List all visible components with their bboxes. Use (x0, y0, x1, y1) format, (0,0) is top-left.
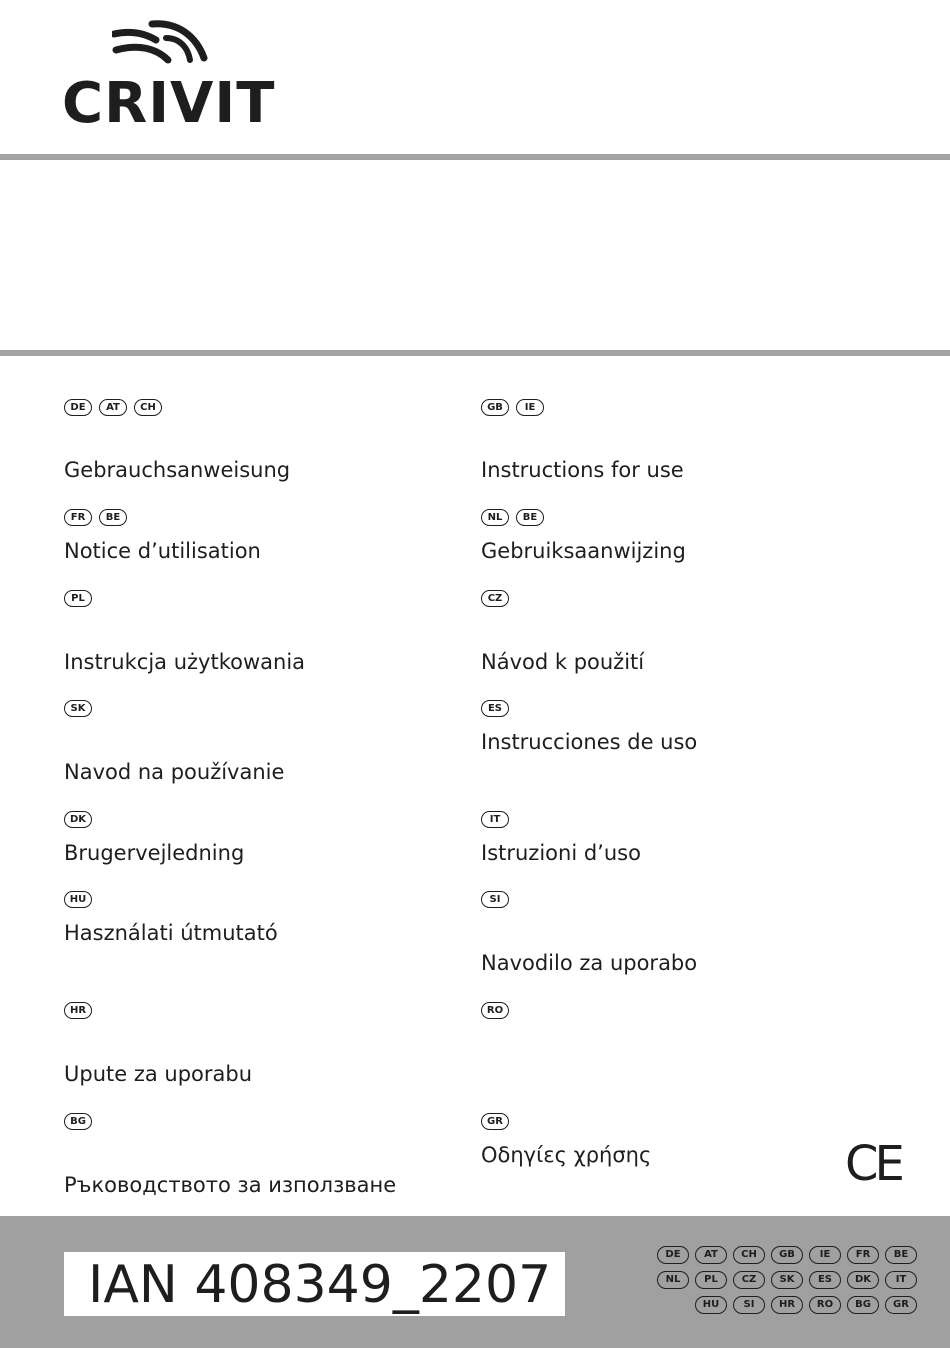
country-badge: BE (99, 509, 127, 526)
country-badge: NL (657, 1271, 689, 1289)
footer-band (0, 1216, 950, 1348)
country-badge: SI (733, 1296, 765, 1314)
manual-title: Gebruiksaanwijzing (481, 539, 686, 563)
country-badge: PL (695, 1271, 727, 1289)
country-badges (64, 590, 92, 607)
country-badges (481, 811, 509, 828)
manual-title: Navod na používanie (64, 760, 285, 784)
country-badge: BE (516, 509, 544, 526)
country-badge: BE (885, 1246, 917, 1264)
manual-title: Brugervejledning (64, 841, 245, 865)
language-block (481, 590, 645, 674)
language-block (481, 509, 686, 563)
manual-title: Istruzioni d’uso (481, 841, 641, 865)
country-badge: NL (481, 509, 509, 526)
country-badge: GB (481, 399, 509, 416)
country-badge: GB (771, 1246, 803, 1264)
language-block (64, 509, 261, 563)
language-block (481, 1113, 652, 1167)
country-badge: SK (64, 700, 92, 717)
logo-wordmark: CRIVIT (62, 71, 276, 136)
ian-number: IAN 408349_2207 (64, 1252, 565, 1316)
country-badge: AT (695, 1246, 727, 1264)
country-badge: IE (809, 1246, 841, 1264)
country-badges (64, 1002, 92, 1019)
manual-title: Instructions for use (481, 458, 684, 482)
footer-badge-row (655, 1296, 917, 1314)
country-badge: FR (64, 509, 92, 526)
country-badges (64, 509, 127, 526)
country-badges (481, 399, 544, 416)
country-badge: DK (64, 811, 92, 828)
country-badge: HR (771, 1296, 803, 1314)
country-badge: CH (733, 1246, 765, 1264)
country-badge: IT (481, 811, 509, 828)
country-badge: CH (134, 399, 162, 416)
country-badge: SI (481, 891, 509, 908)
country-badges (481, 1002, 509, 1019)
country-badges (481, 891, 509, 908)
country-badge: ES (809, 1271, 841, 1289)
footer-badge-row (655, 1246, 917, 1264)
manual-title: Használati útmutató (64, 921, 278, 945)
country-badge: AT (99, 399, 127, 416)
country-badge: IE (516, 399, 544, 416)
language-block (64, 1002, 253, 1086)
country-badge: PL (64, 590, 92, 607)
country-badges (64, 811, 92, 828)
crivit-logo (62, 20, 276, 136)
country-badge: GR (885, 1296, 917, 1314)
country-badges (481, 700, 509, 717)
language-block (64, 891, 278, 945)
country-badge: RO (809, 1296, 841, 1314)
manual-title: Ръководството за използване (64, 1173, 397, 1197)
country-badge: HU (695, 1296, 727, 1314)
country-badge: HU (64, 891, 92, 908)
country-badge: DE (64, 399, 92, 416)
country-badge: FR (847, 1246, 879, 1264)
country-badge: ES (481, 700, 509, 717)
language-block (481, 1002, 509, 1019)
manual-title: Οδηγίες χρήσης (481, 1143, 652, 1167)
country-badges (64, 700, 92, 717)
language-block (481, 700, 698, 754)
manual-title: Instrucciones de uso (481, 730, 698, 754)
country-badge: CZ (481, 590, 509, 607)
manual-title: Instrukcja użytkowania (64, 650, 306, 674)
crivit-swoosh-icon (112, 20, 222, 66)
top-divider (0, 154, 950, 160)
language-block (481, 811, 641, 865)
country-badge: IT (885, 1271, 917, 1289)
language-block (64, 811, 245, 865)
language-block (64, 1113, 397, 1197)
country-badge: BG (847, 1296, 879, 1314)
language-block (481, 399, 684, 482)
language-block (64, 399, 291, 482)
country-badge: BG (64, 1113, 92, 1130)
mid-divider (0, 350, 950, 356)
manual-title: Upute za uporabu (64, 1062, 253, 1086)
country-badges (481, 590, 509, 607)
country-badge: HR (64, 1002, 92, 1019)
country-badge: DE (657, 1246, 689, 1264)
country-badge: DK (847, 1271, 879, 1289)
footer-country-badges (655, 1246, 917, 1321)
country-badge: GR (481, 1113, 509, 1130)
language-block (64, 590, 306, 674)
country-badges (481, 1113, 509, 1130)
country-badge: SK (771, 1271, 803, 1289)
language-block (481, 891, 698, 975)
country-badge: CZ (733, 1271, 765, 1289)
footer-badge-row (655, 1271, 917, 1289)
country-badges (64, 891, 92, 908)
manual-title: Notice d’utilisation (64, 539, 261, 563)
manual-title: Navodilo za uporabo (481, 951, 698, 975)
language-block (64, 700, 285, 784)
country-badges (481, 509, 544, 526)
country-badges (64, 1113, 92, 1130)
ce-mark: CE (845, 1136, 901, 1192)
country-badges (64, 399, 162, 416)
manual-title: Návod k použití (481, 650, 645, 674)
manual-title: Gebrauchsanweisung (64, 458, 291, 482)
country-badge: RO (481, 1002, 509, 1019)
